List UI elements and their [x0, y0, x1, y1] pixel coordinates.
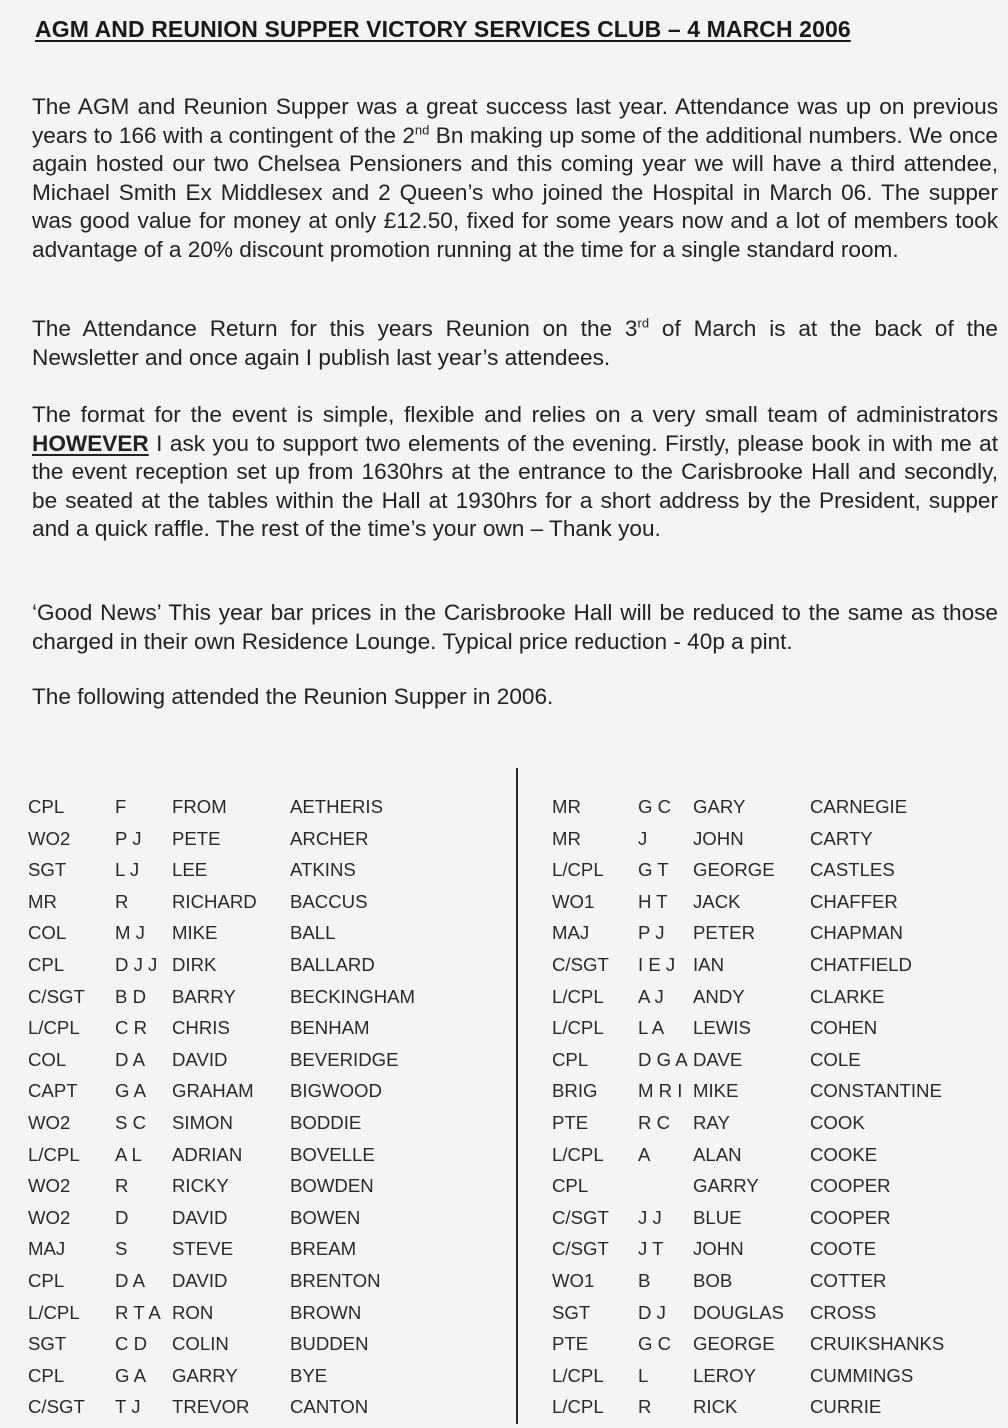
attendee-first-name: MIKE [172, 922, 218, 944]
attendee-surname: BODDIE [290, 1111, 362, 1133]
attendee-first-name: JOHN [693, 827, 744, 849]
attendee-initials: D G A [638, 1048, 688, 1070]
attendee-surname: BUDDEN [290, 1333, 369, 1355]
attendee-rank: C/SGT [552, 953, 609, 975]
attendee-rank: PTE [552, 1111, 589, 1133]
attendee-surname: CHAPMAN [810, 922, 903, 944]
attendee-rank: C/SGT [28, 1396, 85, 1418]
attendee-surname: CARTY [810, 827, 873, 849]
attendee-surname: CANTON [290, 1396, 369, 1418]
attendee-rank: MAJ [552, 922, 590, 944]
attendee-surname: CHATFIELD [810, 953, 912, 975]
attendee-initials: S C [115, 1111, 146, 1133]
attendee-initials: L A [638, 1017, 665, 1039]
attendee-initials: J T [638, 1238, 664, 1260]
paragraph-attendance-return [32, 315, 998, 372]
attendee-first-name: CHRIS [172, 1017, 230, 1039]
attendee-initials: S [115, 1238, 128, 1260]
attendee-first-name: JOHN [693, 1238, 744, 1260]
attendee-initials: A J [638, 985, 664, 1007]
attendee-surname: CLARKE [810, 985, 885, 1007]
attendee-rank: COL [28, 1048, 67, 1070]
attendee-rank: L/CPL [28, 1143, 80, 1165]
attendee-first-name: GARRY [172, 1364, 238, 1386]
attendee-first-name: BOB [693, 1269, 733, 1291]
attendee-rank: CPL [28, 796, 65, 817]
paragraph-text: of March is at the back of the Newsletter and once again I publish last year’s attendees. [32, 316, 998, 370]
attendee-initials: A L [115, 1143, 142, 1165]
attendee-first-name: DAVID [172, 1048, 228, 1070]
attendee-initials: M R I [638, 1080, 683, 1102]
paragraph-text: The AGM and Reunion Supper was a great success last year. Attendance was up on previous years to 166 with a contingent of the 2 [32, 94, 998, 148]
attendee-rank: WO2 [28, 1175, 71, 1197]
attendee-initials: G C [638, 1333, 672, 1355]
ordinal-suffix: nd [414, 121, 430, 137]
attendee-rank: BRIG [552, 1080, 598, 1102]
attendee-initials: R [638, 1396, 652, 1418]
attendee-surname: BOWDEN [290, 1175, 374, 1197]
attendee-surname: BROWN [290, 1301, 362, 1323]
attendee-initials: A [638, 1143, 651, 1165]
attendee-surname: BOWEN [290, 1206, 361, 1228]
attendee-surname: COOPER [810, 1206, 891, 1228]
emphasis-however: HOWEVER [32, 430, 149, 456]
attendee-first-name: SIMON [172, 1111, 233, 1133]
attendee-first-name: LEWIS [693, 1017, 751, 1039]
attendee-surname: COTTER [810, 1269, 887, 1291]
attendee-rank: MR [552, 796, 581, 817]
attendee-first-name: RICHARD [172, 890, 257, 912]
paragraph-text: Bn making up some of the additional numbers. We once again hosted our two Chelsea Pensioners and this coming year we will have a third attendee, Michael Smith Ex Middlesex and 2 Queen’s who joined the Hospital in March 06. The supper was good value for money at only £12.50, fixed for some years now and a lot of members took advantage of a 20% discount promotion running at the time for a single standard room. [32, 122, 998, 262]
attendee-surname: BALLARD [290, 953, 375, 975]
attendee-first-name: ALAN [693, 1143, 742, 1165]
attendee-surname: BECKINGHAM [290, 985, 416, 1007]
attendee-first-name: LEE [172, 859, 208, 881]
attendee-first-name: MIKE [693, 1080, 739, 1102]
attendee-initials: J [638, 827, 648, 849]
attendee-surname: BACCUS [290, 890, 368, 912]
attendee-rank: C/SGT [552, 1238, 609, 1260]
attendee-initials: B D [115, 985, 146, 1007]
attendee-first-name: RICK [693, 1396, 738, 1418]
attendee-rank: MR [28, 890, 57, 912]
attendee-rank: WO2 [28, 1111, 71, 1133]
attendee-initials: P J [115, 827, 142, 849]
attendee-initials: R T A [115, 1301, 161, 1323]
attendee-first-name: PETER [693, 922, 755, 944]
attendee-rank: C/SGT [552, 1206, 609, 1228]
attendee-initials: G A [115, 1364, 147, 1386]
attendee-surname: BIGWOOD [290, 1080, 382, 1102]
attendee-first-name: GARRY [693, 1175, 759, 1197]
attendee-surname: CASTLES [810, 859, 895, 881]
column-divider [516, 768, 518, 1424]
attendee-rank: PTE [552, 1333, 589, 1355]
attendee-rank: SGT [28, 859, 67, 881]
attendee-surname: COHEN [810, 1017, 878, 1039]
attendee-rank: WO2 [28, 827, 71, 849]
attendee-surname: BOVELLE [290, 1143, 375, 1165]
attendee-first-name: RAY [693, 1111, 730, 1133]
paragraph-agm-summary [32, 93, 998, 264]
attendee-surname: ATKINS [290, 859, 356, 881]
attendee-rank: L/CPL [552, 1364, 604, 1386]
attendee-rank: C/SGT [28, 985, 85, 1007]
attendee-first-name: JACK [693, 890, 741, 912]
paragraph-text: The Attendance Return for this years Reunion on the 3 [32, 316, 638, 341]
page-title: AGM AND REUNION SUPPER VICTORY SERVICES CLUB – 4 MARCH 2006 [35, 16, 851, 42]
attendee-initials: I E J [638, 953, 676, 975]
attendee-surname: BALL [290, 922, 336, 944]
attendee-rank: WO1 [552, 890, 595, 912]
attendee-initials: D J J [115, 953, 158, 975]
attendee-rank: L/CPL [552, 985, 604, 1007]
attendee-first-name: IAN [693, 953, 724, 975]
paragraph-event-format [32, 401, 998, 544]
attendee-surname: ARCHER [290, 827, 369, 849]
attendee-initials: R C [638, 1111, 671, 1133]
attendee-initials: M J [115, 922, 145, 944]
attendee-surname: BENHAM [290, 1017, 370, 1039]
attendee-surname: AETHERIS [290, 796, 383, 817]
attendee-surname: CURRIE [810, 1396, 882, 1418]
attendee-surname: BEVERIDGE [290, 1048, 399, 1070]
attendee-initials: D A [115, 1048, 145, 1070]
attendee-rank: L/CPL [28, 1301, 80, 1323]
attendee-initials: D J [638, 1301, 666, 1323]
attendee-initials: H T [638, 890, 668, 912]
attendee-surname: COOTE [810, 1238, 877, 1260]
attendee-first-name: BARRY [172, 985, 236, 1007]
attendee-initials: G C [638, 796, 672, 817]
attendee-initials: C D [115, 1333, 148, 1355]
attendee-first-name: PETE [172, 827, 221, 849]
attendee-surname: CARNEGIE [810, 796, 908, 817]
attendee-initials: R [115, 1175, 129, 1197]
attendee-first-name: TREVOR [172, 1396, 250, 1418]
attendee-surname: COOKE [810, 1143, 878, 1165]
attendee-surname: CONSTANTINE [810, 1080, 942, 1102]
attendee-rank: CPL [28, 953, 65, 975]
paragraph-attendee-intro: The following attended the Reunion Supper in 2006. [32, 684, 554, 709]
attendee-rank: WO1 [552, 1269, 595, 1291]
attendee-initials: F [115, 796, 127, 817]
attendee-first-name: GEORGE [693, 1333, 775, 1355]
attendee-initials: L [638, 1364, 649, 1386]
attendee-rank: CPL [28, 1269, 65, 1291]
attendee-initials: J J [638, 1206, 662, 1228]
attendee-initials: L J [115, 859, 140, 881]
attendee-first-name: GEORGE [693, 859, 775, 881]
attendee-initials: P J [638, 922, 665, 944]
attendee-rank: L/CPL [552, 859, 604, 881]
attendee-surname: BYE [290, 1364, 328, 1386]
attendee-first-name: DAVID [172, 1206, 228, 1228]
attendee-first-name: LEROY [693, 1364, 757, 1386]
paragraph-good-news: ‘Good News’ This year bar prices in the Carisbrooke Hall will be reduced to the same as those charged in their own Residence Lounge. Typical price reduction - 40p a pint. [32, 600, 998, 654]
attendee-first-name: STEVE [172, 1238, 233, 1260]
attendee-rank: SGT [28, 1333, 67, 1355]
attendee-initials: R [115, 890, 129, 912]
attendee-rank: MR [552, 827, 581, 849]
attendee-rank: L/CPL [552, 1143, 604, 1165]
paragraph-text: I ask you to support two elements of the evening. Firstly, please book in with me at the event reception set up from 1630hrs at the entrance to the Carisbrooke Hall and secondly, be seated at the tables within the Hall at 1930hrs for a short address by the President, supper and a quick raffle. The rest of the time’s your own – Thank you. [32, 430, 998, 541]
attendee-initials: D A [115, 1269, 145, 1291]
attendee-first-name: GRAHAM [172, 1080, 254, 1102]
attendee-rank: CPL [552, 1175, 589, 1197]
attendee-rank: CAPT [28, 1080, 78, 1102]
attendee-rank: SGT [552, 1301, 591, 1323]
attendee-first-name: ANDY [693, 985, 745, 1007]
attendee-first-name: RICKY [172, 1175, 229, 1197]
attendee-surname: COLE [810, 1048, 861, 1070]
attendee-first-name: DAVE [693, 1048, 743, 1070]
attendee-surname: COOK [810, 1111, 865, 1133]
attendee-rank: COL [28, 922, 67, 944]
attendee-initials: D [115, 1206, 129, 1228]
attendee-surname: CRUIKSHANKS [810, 1333, 945, 1355]
attendee-first-name: BLUE [693, 1206, 742, 1228]
attendee-initials: B [638, 1269, 651, 1291]
attendee-surname: BRENTON [290, 1269, 381, 1291]
attendee-rank: L/CPL [552, 1017, 604, 1039]
attendee-first-name: RON [172, 1301, 214, 1323]
attendee-first-name: GARY [693, 796, 746, 817]
attendee-rank: L/CPL [552, 1396, 604, 1418]
attendee-rank: CPL [28, 1364, 65, 1386]
attendee-surname: COOPER [810, 1175, 891, 1197]
attendee-initials: C R [115, 1017, 148, 1039]
attendee-rank: CPL [552, 1048, 589, 1070]
attendee-first-name: FROM [172, 796, 227, 817]
attendee-rank: WO2 [28, 1206, 71, 1228]
attendee-first-name: DAVID [172, 1269, 228, 1291]
paragraph-text: The format for the event is simple, flexible and relies on a very small team of administrators [32, 402, 998, 427]
attendee-initials: G A [115, 1080, 147, 1102]
attendee-surname: BREAM [290, 1238, 357, 1260]
attendee-surname: CUMMINGS [810, 1364, 914, 1386]
attendee-surname: CHAFFER [810, 890, 898, 912]
attendee-first-name: DOUGLAS [693, 1301, 784, 1323]
attendee-initials: G T [638, 859, 669, 881]
attendee-first-name: ADRIAN [172, 1143, 243, 1165]
attendee-first-name: COLIN [172, 1333, 229, 1355]
attendee-rank: MAJ [28, 1238, 66, 1260]
attendee-initials: T J [115, 1396, 141, 1418]
ordinal-suffix: rd [637, 315, 650, 331]
attendee-first-name: DIRK [172, 953, 217, 975]
attendee-surname: CROSS [810, 1301, 877, 1323]
attendee-rank: L/CPL [28, 1017, 80, 1039]
